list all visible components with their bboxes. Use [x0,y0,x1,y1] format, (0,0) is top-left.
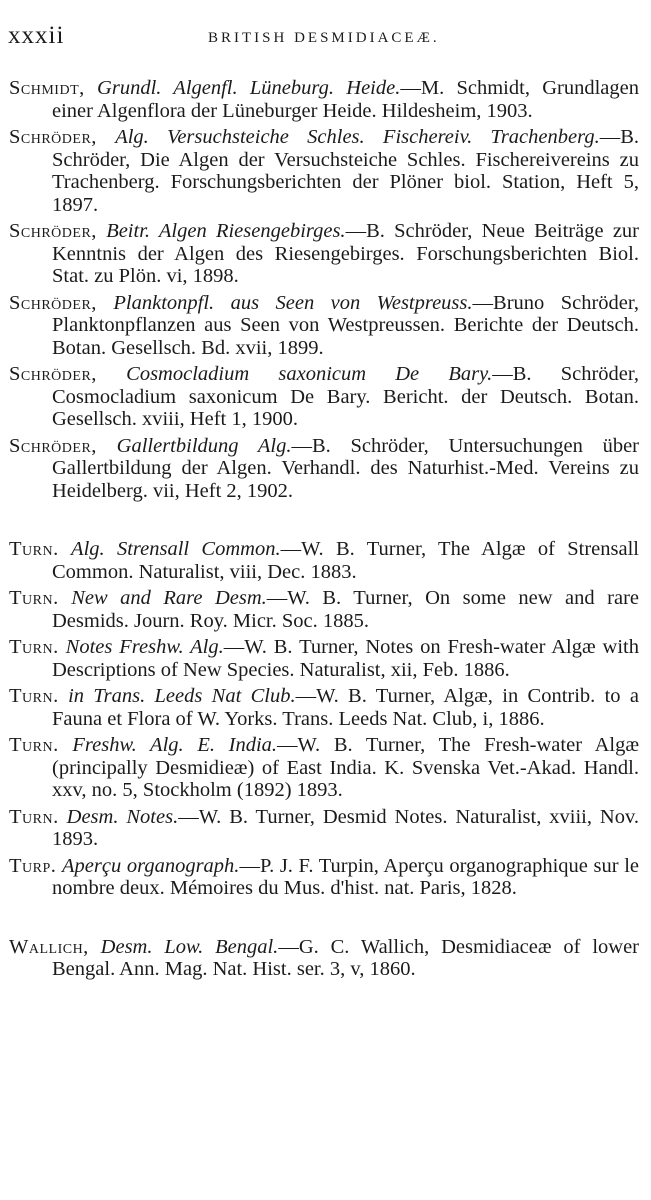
bibliography-entry [9,77,639,122]
bibliography-entry [9,435,639,503]
bibliography-entry [9,292,639,360]
entry-author-abbreviation: Schröder, [9,363,97,385]
entry-full-citation: —B. Schröder, Neue Beiträge zur Kenntnis der Algen des Riesengebirges. Forschungsberichten Biol. Stat. zu Plön. vi, 1898. [52,220,639,287]
entry-full-citation: —B. Schröder, Die Algen der Versuchsteiche Schles. Fischereivereins zu Trachenberg. Forschungsberichten der Plöner biol. Station, Heft 5, 1897. [52,126,640,216]
entry-full-citation: —W. B. Turner, The Fresh-water Algæ (principally Desmidieæ) of East India. K. Svenska Vet.-Akad. Handl. xxv, no. 5, Stockholm (1892) 1893. [52,734,640,801]
entry-author-abbreviation: Schröder, [9,434,97,457]
entry-short-title: Grundl. Algenfl. Lüneburg. Heide. [97,77,401,99]
entry-author-abbreviation: Turn. [9,805,59,828]
entry-author-abbreviation: Turn. [9,538,59,560]
entry-short-title: Aperçu organograph. [62,854,240,877]
entry-full-citation: —W. B. Turner, Algæ, in Contrib. to a Fauna et Flora of W. Yorks. Trans. Leeds Nat. Club, i, 1886. [52,685,639,730]
entry-full-citation: —P. J. F. Turpin, Aperçu organographique sur le nombre deux. Mémoires du Mus. d'hist. nat. Paris, 1828. [52,854,639,899]
entry-full-citation: —G. C. Wallich, Desmidiaceæ of lower Bengal. Ann. Mag. Nat. Hist. ser. 3, v, 1860. [52,935,639,980]
entry-author-abbreviation: Schröder, [9,291,97,314]
entry-short-title: New and Rare Desm. [71,587,267,609]
entry-short-title: Freshw. Alg. E. India. [72,734,278,756]
entry-full-citation: —B. Schröder, Untersuchungen über Gallertbildung der Algen. Verhandl. des Naturhist.-Med. Vereins zu Heidelberg. vii, Heft 2, 1902. [52,434,639,502]
page-number: xxxii [8,22,65,49]
entry-author-abbreviation: Turn. [9,734,59,756]
entry-author-abbreviation: Turn. [9,636,59,658]
bibliography-entry [9,538,639,583]
bibliography-entry [9,855,639,900]
entry-full-citation: —W. B. Turner, On some new and rare Desmids. Journ. Roy. Micr. Soc. 1885. [52,587,639,632]
entry-full-citation: —B. Schröder, Cosmocladium saxonicum De Bary. Bericht. der Deutsch. Botan. Gesellsch. xviii, Heft 1, 1900. [52,363,640,430]
entry-author-abbreviation: Schmidt, [9,77,85,99]
entry-author-abbreviation: Turn. [9,587,59,609]
entry-short-title: Alg. Versuchsteiche Schles. Fischereiv. Trachenberg. [115,126,600,148]
entry-short-title: Alg. Strensall Common. [71,538,281,560]
entry-author-abbreviation: Schröder, [9,126,97,148]
entry-author-abbreviation: Turn. [9,685,59,707]
entry-short-title: Cosmocladium saxonicum De Bary. [126,363,493,385]
entry-author-abbreviation: Schröder, [9,220,97,242]
entry-full-citation: —W. B. Turner, Desmid Notes. Naturalist, xviii, Nov. 1893. [52,805,639,850]
bibliography-list [9,77,639,985]
entry-author-abbreviation: Turp. [9,854,57,877]
bibliography-entry [9,363,639,431]
entry-short-title: Notes Freshw. Alg. [65,636,224,658]
bibliography-entry [9,587,639,632]
page-header [8,22,643,52]
entry-full-citation: —W. B. Turner, The Algæ of Strensall Common. Naturalist, viii, Dec. 1883. [52,538,639,583]
entry-short-title: Gallertbildung Alg. [116,434,292,457]
entry-short-title: Desm. Notes. [66,805,179,828]
bibliography-entry [9,936,639,981]
running-title: BRITISH DESMIDIACEÆ. [208,30,440,46]
entry-short-title: Planktonpfl. aus Seen von Westpreuss. [113,291,473,314]
bibliography-entry [9,685,639,730]
bibliography-entry [9,636,639,681]
entry-short-title: Desm. Low. Bengal. [100,935,279,958]
entry-short-title: Beitr. Algen Riesengebirges. [106,220,346,242]
entry-full-citation: —Bruno Schröder, Planktonpflanzen aus Seen von Westpreussen. Berichte der Deutsch. Botan. Gesellsch. Bd. xvii, 1899. [52,291,640,359]
entry-author-abbreviation: Wallich, [9,935,89,958]
entry-short-title: in Trans. Leeds Nat Club. [68,685,296,707]
bibliography-entry [9,220,639,288]
bibliography-entry [9,806,639,851]
entry-full-citation: —M. Schmidt, Grundlagen einer Algenflora der Lüneburger Heide. Hildesheim, 1903. [52,77,640,122]
bibliography-entry [9,734,639,802]
bibliography-entry [9,126,639,216]
entry-full-citation: —W. B. Turner, Notes on Fresh-water Algæ with Descriptions of New Species. Naturalist, xii, Feb. 1886. [52,636,639,681]
